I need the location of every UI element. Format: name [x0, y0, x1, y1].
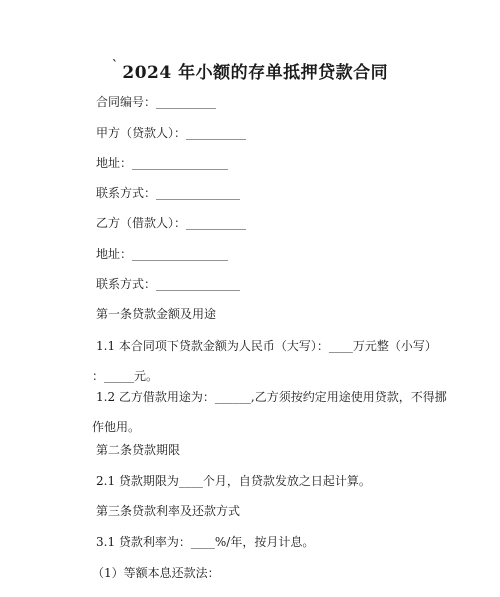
lender-address-line: 地址：________________	[96, 156, 229, 170]
clause-1-1-line-2: ：_____元。	[92, 369, 159, 383]
title-mark: `	[111, 58, 119, 72]
section-2-heading: 第二条贷款期限	[96, 443, 181, 457]
clause-3-1: 3.1 贷款利率为：____%/年，按月计息。	[96, 535, 315, 549]
borrower-address-line: 地址：________________	[96, 247, 229, 261]
clause-1-1-line-1: 1.1 本合同项下贷款金额为人民币（大写）：____万元整（小写）	[96, 339, 437, 353]
lender-contact-line: 联系方式：______________	[96, 186, 241, 200]
clause-1-2	[92, 382, 447, 442]
title-text: 2024 年小额的存单抵押贷款合同	[122, 63, 389, 83]
clause-1-2-line-1: 1.2 乙方借款用途为：______,乙方须按约定用途使用贷款，不得挪	[96, 390, 447, 404]
clause-2-1: 2.1 贷款期限为____个月，自贷款发放之日起计算。	[96, 474, 371, 488]
section-3-heading: 第三条贷款利率及还款方式	[96, 504, 241, 518]
contract-number-line: 合同编号：__________	[96, 95, 217, 109]
clause-1-2-line-2: 作他用。	[92, 420, 141, 434]
borrower-line: 乙方（借款人）：__________	[96, 216, 247, 230]
document-title	[0, 58, 500, 83]
section-1-heading: 第一条贷款金额及用途	[96, 307, 217, 321]
borrower-contact-line: 联系方式：______________	[96, 277, 241, 291]
clause-3-1-1: （1）等额本息还款法：	[92, 566, 220, 580]
lender-line: 甲方（贷款人）：__________	[96, 126, 247, 140]
